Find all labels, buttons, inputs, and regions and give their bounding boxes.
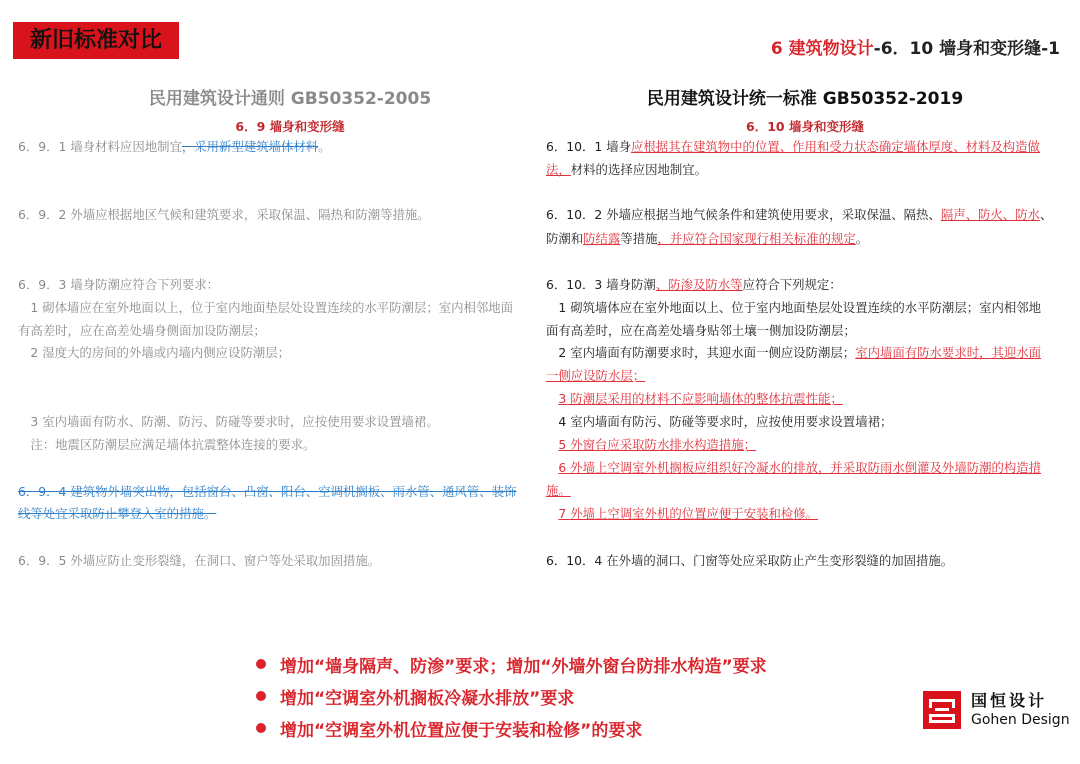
right-clause-line	[546, 230, 868, 248]
deleted-text: 6．9．4 建筑物外墙突出物，包括窗台、凸窗、阳台、空调机搁板、雨水管、通风管、装饰	[18, 484, 517, 499]
added-text: 法，	[546, 162, 571, 177]
right-clause-line	[546, 276, 842, 294]
text-segment	[546, 506, 558, 521]
new-standard-title: 民用建筑设计统一标准 GB50352-2019	[646, 89, 964, 109]
left-clause-line	[18, 505, 216, 523]
added-text: 3 防潮层采用的材料不应影响墙体的整体抗震性能；	[558, 391, 843, 406]
summary-text: 增加“空调室外机搁板冷凝水排放”要求	[280, 688, 575, 709]
text-segment: 6．10．1 墙身	[546, 139, 632, 154]
right-clause-line	[546, 459, 1041, 477]
breadcrumb	[771, 34, 1060, 59]
text-segment: 面有高差时，应在高差处墙身贴邻土壤一侧加设防潮层；	[546, 323, 856, 338]
bullet-icon	[256, 659, 266, 669]
text-segment	[546, 391, 558, 406]
left-clause-line	[18, 436, 315, 454]
bullet-icon	[256, 691, 266, 701]
breadcrumb-chapter: 6 建筑物设计	[770, 39, 874, 59]
added-text: ，并应符合国家现行相关标准的规定	[657, 231, 856, 246]
text-segment: 、	[1039, 207, 1053, 222]
text-segment: 2 湿度大的房间的外墙或内墙内侧应设防潮层；	[18, 345, 291, 360]
text-segment: 2 室内墙面有防潮要求时，其迎水面一侧应设防潮层；	[546, 345, 856, 360]
old-section-heading: 6．9 墙身和变形缝	[235, 119, 345, 134]
right-clause-line	[546, 138, 1040, 156]
company-logo	[923, 691, 1070, 729]
text-segment: 6．10．4 在外墙的洞口、门窗等处应采取防止产生变形裂缝的加固措施。	[546, 553, 954, 568]
text-segment: 6．10．3 墙身防潮	[546, 277, 656, 292]
summary-text: 增加“墙身隔声、防渗”要求；增加“外墙外窗台防排水构造”要求	[280, 656, 767, 677]
text-segment: 材料的选择应因地制宜。	[570, 162, 708, 177]
deleted-text: ，采用新型建筑墙体材料	[181, 139, 319, 154]
section-badge: 新旧标准对比	[13, 22, 179, 59]
text-segment: 等措施	[620, 231, 658, 246]
added-text: 一侧应设防水层；	[546, 368, 646, 383]
summary-item	[256, 648, 767, 680]
text-segment: 有高差时，应在高差处墙身侧面加设防潮层；	[18, 323, 266, 338]
added-text: 室内墙面有防水要求时，其迎水面	[855, 345, 1042, 360]
right-clause-line	[546, 505, 818, 523]
left-clause-line	[18, 413, 439, 431]
text-segment: 。	[855, 231, 869, 246]
right-clause-line	[546, 161, 707, 179]
old-standard-title: 民用建筑设计通则 GB50352-2005	[148, 89, 432, 109]
left-clause-line	[18, 322, 266, 340]
right-clause-line	[546, 322, 856, 340]
text-segment: 6．10．2 外墙应根据当地气候条件和建筑使用要求，采取保温、隔热、	[546, 207, 941, 222]
added-text: 、防渗及防水等	[655, 277, 743, 292]
left-clause-line	[18, 138, 331, 156]
text-segment: 3 室内墙面有防水、防潮、防污、防碰等要求时，应按使用要求设置墙裙。	[18, 414, 439, 429]
text-segment: 防潮和	[546, 231, 584, 246]
text-segment: 4 室内墙面有防污、防碰等要求时，应按使用要求设置墙裙；	[546, 414, 893, 429]
added-text: 7 外墙上空调室外机的位置应便于安装和检修。	[558, 506, 819, 521]
added-text: 隔声、防火、防水	[940, 207, 1040, 222]
added-text: 防结露	[583, 231, 621, 246]
deleted-text: 线等处宜采取防止攀登入室的措施。	[18, 506, 217, 521]
left-clause-line	[18, 483, 516, 501]
added-text: 应根据其在建筑物中的位置、作用和受力状态确定墙体厚度、材料及构造做	[631, 139, 1040, 154]
summary-list	[256, 648, 767, 744]
right-clause-line	[546, 552, 953, 570]
text-segment: 6．9．3 墙身防潮应符合下列要求：	[18, 277, 220, 292]
right-clause-line	[546, 390, 843, 408]
added-text: 5 外窗台应采取防水排水构造措施；	[558, 437, 757, 452]
text-segment	[546, 460, 558, 475]
right-clause-line	[546, 436, 756, 454]
summary-text: 增加“空调室外机位置应便于安装和检修”的要求	[280, 720, 643, 741]
logo-cn: 国恒设计	[971, 691, 1048, 710]
text-segment: 1 砌体墙应在室外地面以上，位于室内地面垫层处设置连续的水平防潮层；室内相邻地面	[18, 300, 514, 315]
right-clause-line	[546, 482, 571, 500]
left-clause-line	[18, 344, 290, 362]
right-clause-line	[546, 344, 1041, 362]
added-text: 施。	[546, 483, 571, 498]
right-clause-line	[546, 367, 645, 385]
new-section-heading: 6．10 墙身和变形缝	[746, 119, 864, 134]
text-segment: 注：地震区防潮层应满足墙体抗震整体连接的要求。	[18, 437, 316, 452]
added-text: 6 外墙上空调室外机搁板应组织好冷凝水的排放，并采取防雨水倒灌及外墙防潮的构造措	[558, 460, 1042, 475]
left-clause-line	[18, 206, 430, 224]
logo-mark-icon	[923, 691, 961, 729]
text-segment: 应符合下列规定：	[742, 277, 842, 292]
left-clause-line	[18, 299, 513, 317]
right-clause-line	[546, 206, 1052, 224]
summary-item	[256, 680, 767, 712]
text-segment: 6．9．2 外墙应根据地区气候和建筑要求，采取保温、隔热和防潮等措施。	[18, 207, 430, 222]
breadcrumb-section: -6．10 墙身和变形缝-1	[873, 39, 1060, 59]
bullet-icon	[256, 723, 266, 733]
right-clause-line	[546, 413, 892, 431]
summary-item	[256, 712, 767, 744]
right-clause-line	[546, 299, 1041, 317]
text-segment: 1 砌筑墙体应在室外地面以上、位于室内地面垫层处设置连续的水平防潮层；室内相邻地	[546, 300, 1042, 315]
logo-en: Gohen Design	[971, 712, 1070, 728]
text-segment: 6．9．1 墙身材料应因地制宜	[18, 139, 182, 154]
left-clause-line	[18, 276, 219, 294]
text-segment: 。	[318, 139, 331, 154]
left-clause-line	[18, 552, 380, 570]
text-segment	[546, 437, 558, 452]
text-segment: 6．9．5 外墙应防止变形裂缝，在洞口、窗户等处采取加固措施。	[18, 553, 381, 568]
